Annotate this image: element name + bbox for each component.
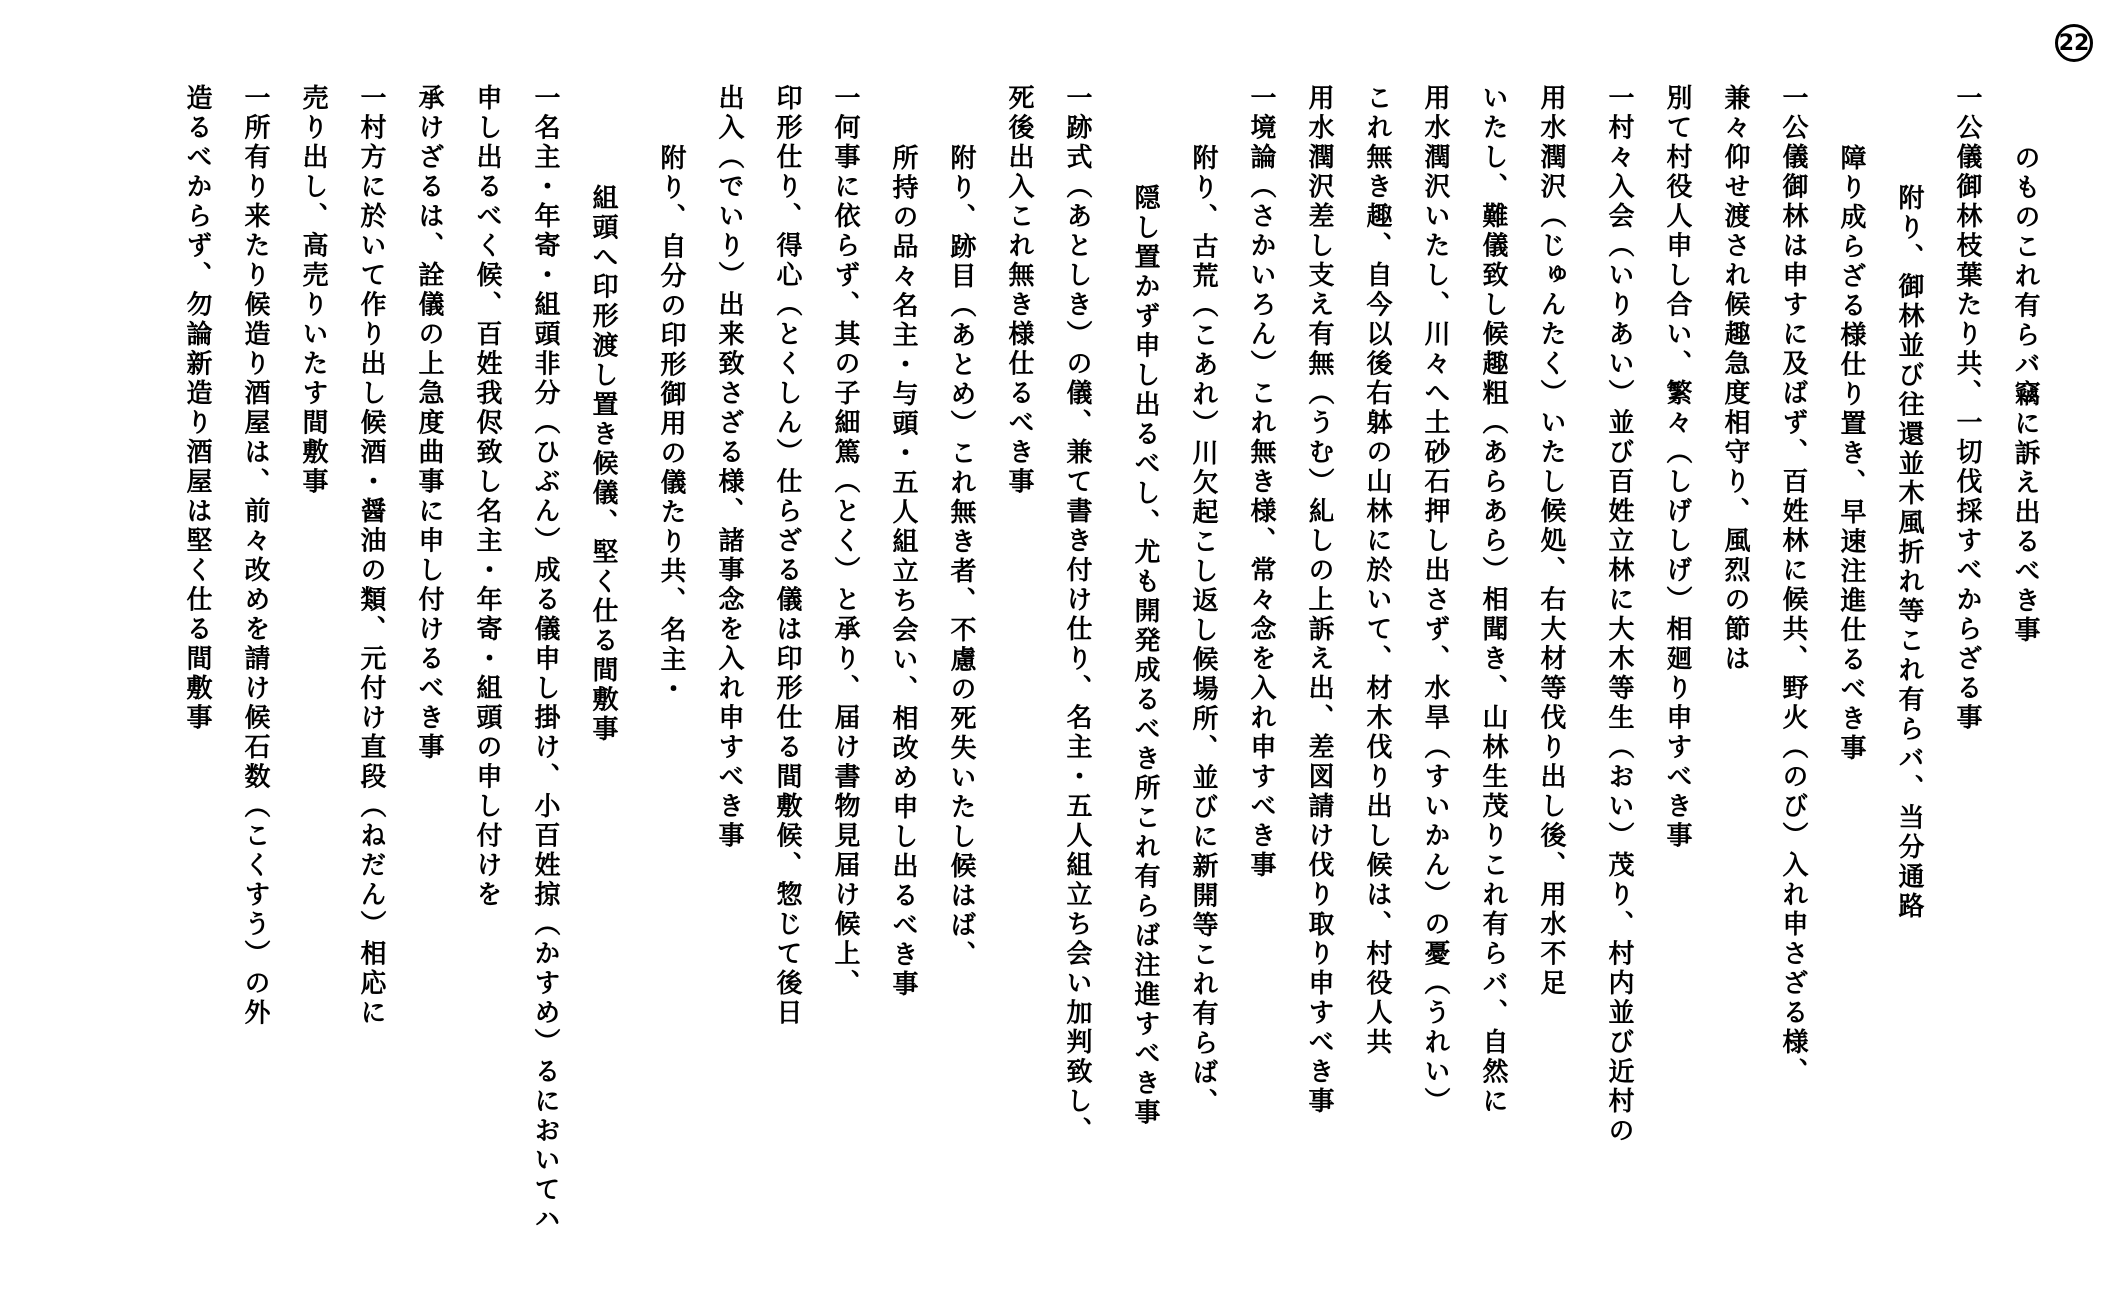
text-line: 一境論（さかいろん）これ無き様、常々念を入れ申すべき事 xyxy=(1246,84,1276,881)
text-line: 附り、自分の印形御用の儀たり共、名主・ xyxy=(656,144,686,705)
text-line: 一公儀御林は申すに及ばず、百姓林に候共、野火（のび）入れ申さざる様、 xyxy=(1778,84,1808,1087)
text-line: 出入（でいり）出来致さざる様、諸事念を入れ申すべき事 xyxy=(714,84,744,851)
text-line: 一何事に依らず、其の子細篤（とく）と承り、届け書物見届け候上、 xyxy=(830,84,860,999)
text-line: 一村々入会（いりあい）並び百姓立林に大木等生（おい）茂り、村内並び近村の xyxy=(1604,84,1634,1146)
page-number-badge: 22 xyxy=(2055,24,2093,62)
text-line: 別て村役人申し合い、繁々（しげしげ）相廻り申すべき事 xyxy=(1662,84,1692,851)
text-line: 死後出入これ無き様仕るべき事 xyxy=(1004,84,1034,497)
text-line: のものこれ有らバ竊に訴え出るべき事 xyxy=(2010,144,2040,646)
text-line: 用水潤沢差し支え有無（うむ）糺しの上訴え出、差図請け伐り取り申すべき事 xyxy=(1304,84,1334,1117)
text-line: 用水潤沢（じゅんたく）いたし候処、右大材等伐り出し後、用水不足 xyxy=(1536,84,1566,999)
text-line: 組頭へ印形渡し置き候儀、堅く仕る間敷事 xyxy=(588,184,618,745)
text-line: 用水潤沢いたし、川々へ土砂石押し出さず、水旱（すいかん）の憂（うれい） xyxy=(1420,84,1450,1117)
text-line: 一所有り来たり候造り酒屋は、前々改めを請け候石数（こくすう）の外 xyxy=(240,84,270,1028)
text-line: いたし、難儀致し候趣粗（あらあら）相聞き、山林生茂りこれ有らバ、自然に xyxy=(1478,84,1508,1117)
text-line: 障り成らざる様仕り置き、早速注進仕るべき事 xyxy=(1836,144,1866,764)
text-line: 印形仕り、得心（とくしん）仕らざる儀は印形仕る間敷候、惣じて後日 xyxy=(772,84,802,1028)
text-line: 一村方に於いて作り出し候酒・醤油の類、元付け直段（ねだん）相応に xyxy=(356,84,386,1028)
text-line: これ無き趣、自今以後右躰の山林に於いて、材木伐り出し候は、村役人共 xyxy=(1362,84,1392,1058)
text-line: 一公儀御林枝葉たり共、一切伐採すべからざる事 xyxy=(1952,84,1982,733)
text-line: 附り、御林並び往還並木風折れ等これ有らバ、当分通路 xyxy=(1894,184,1924,922)
vertical-text-body xyxy=(152,84,2038,1284)
text-line: 所持の品々名主・与頭・五人組立ち会い、相改め申し出るべき事 xyxy=(888,144,918,1000)
text-line: 売り出し、高売りいたす間敷事 xyxy=(298,84,328,497)
text-line: 申し出るべく候、百姓我侭致し名主・年寄・組頭の申し付けを xyxy=(472,84,502,910)
text-line: 隠し置かず申し出るべし、尤も開発成るべき所これ有らば注進すべき事 xyxy=(1130,184,1160,1128)
text-line: 附り、古荒（こあれ）川欠起こし返し候場所、並びに新開等これ有らば、 xyxy=(1188,144,1218,1118)
text-line: 附り、跡目（あとめ）これ無き者、不慮の死失いたし候はば、 xyxy=(946,144,976,970)
text-line: 一名主・年寄・組頭非分（ひぶん）成る儀申し掛け、小百姓掠（かすめ）るにおいてハ xyxy=(530,84,560,1235)
text-line: 造るべからず、勿論新造り酒屋は堅く仕る間敷事 xyxy=(182,84,212,733)
text-line: 兼々仰せ渡され候趣急度相守り、風烈の節は xyxy=(1720,84,1750,674)
text-line: 承けざるは、詮儀の上急度曲事に申し付けるべき事 xyxy=(414,84,444,763)
text-line: 一跡式（あとしき）の儀、兼て書き付け仕り、名主・五人組立ち会い加判致し、 xyxy=(1062,84,1092,1146)
